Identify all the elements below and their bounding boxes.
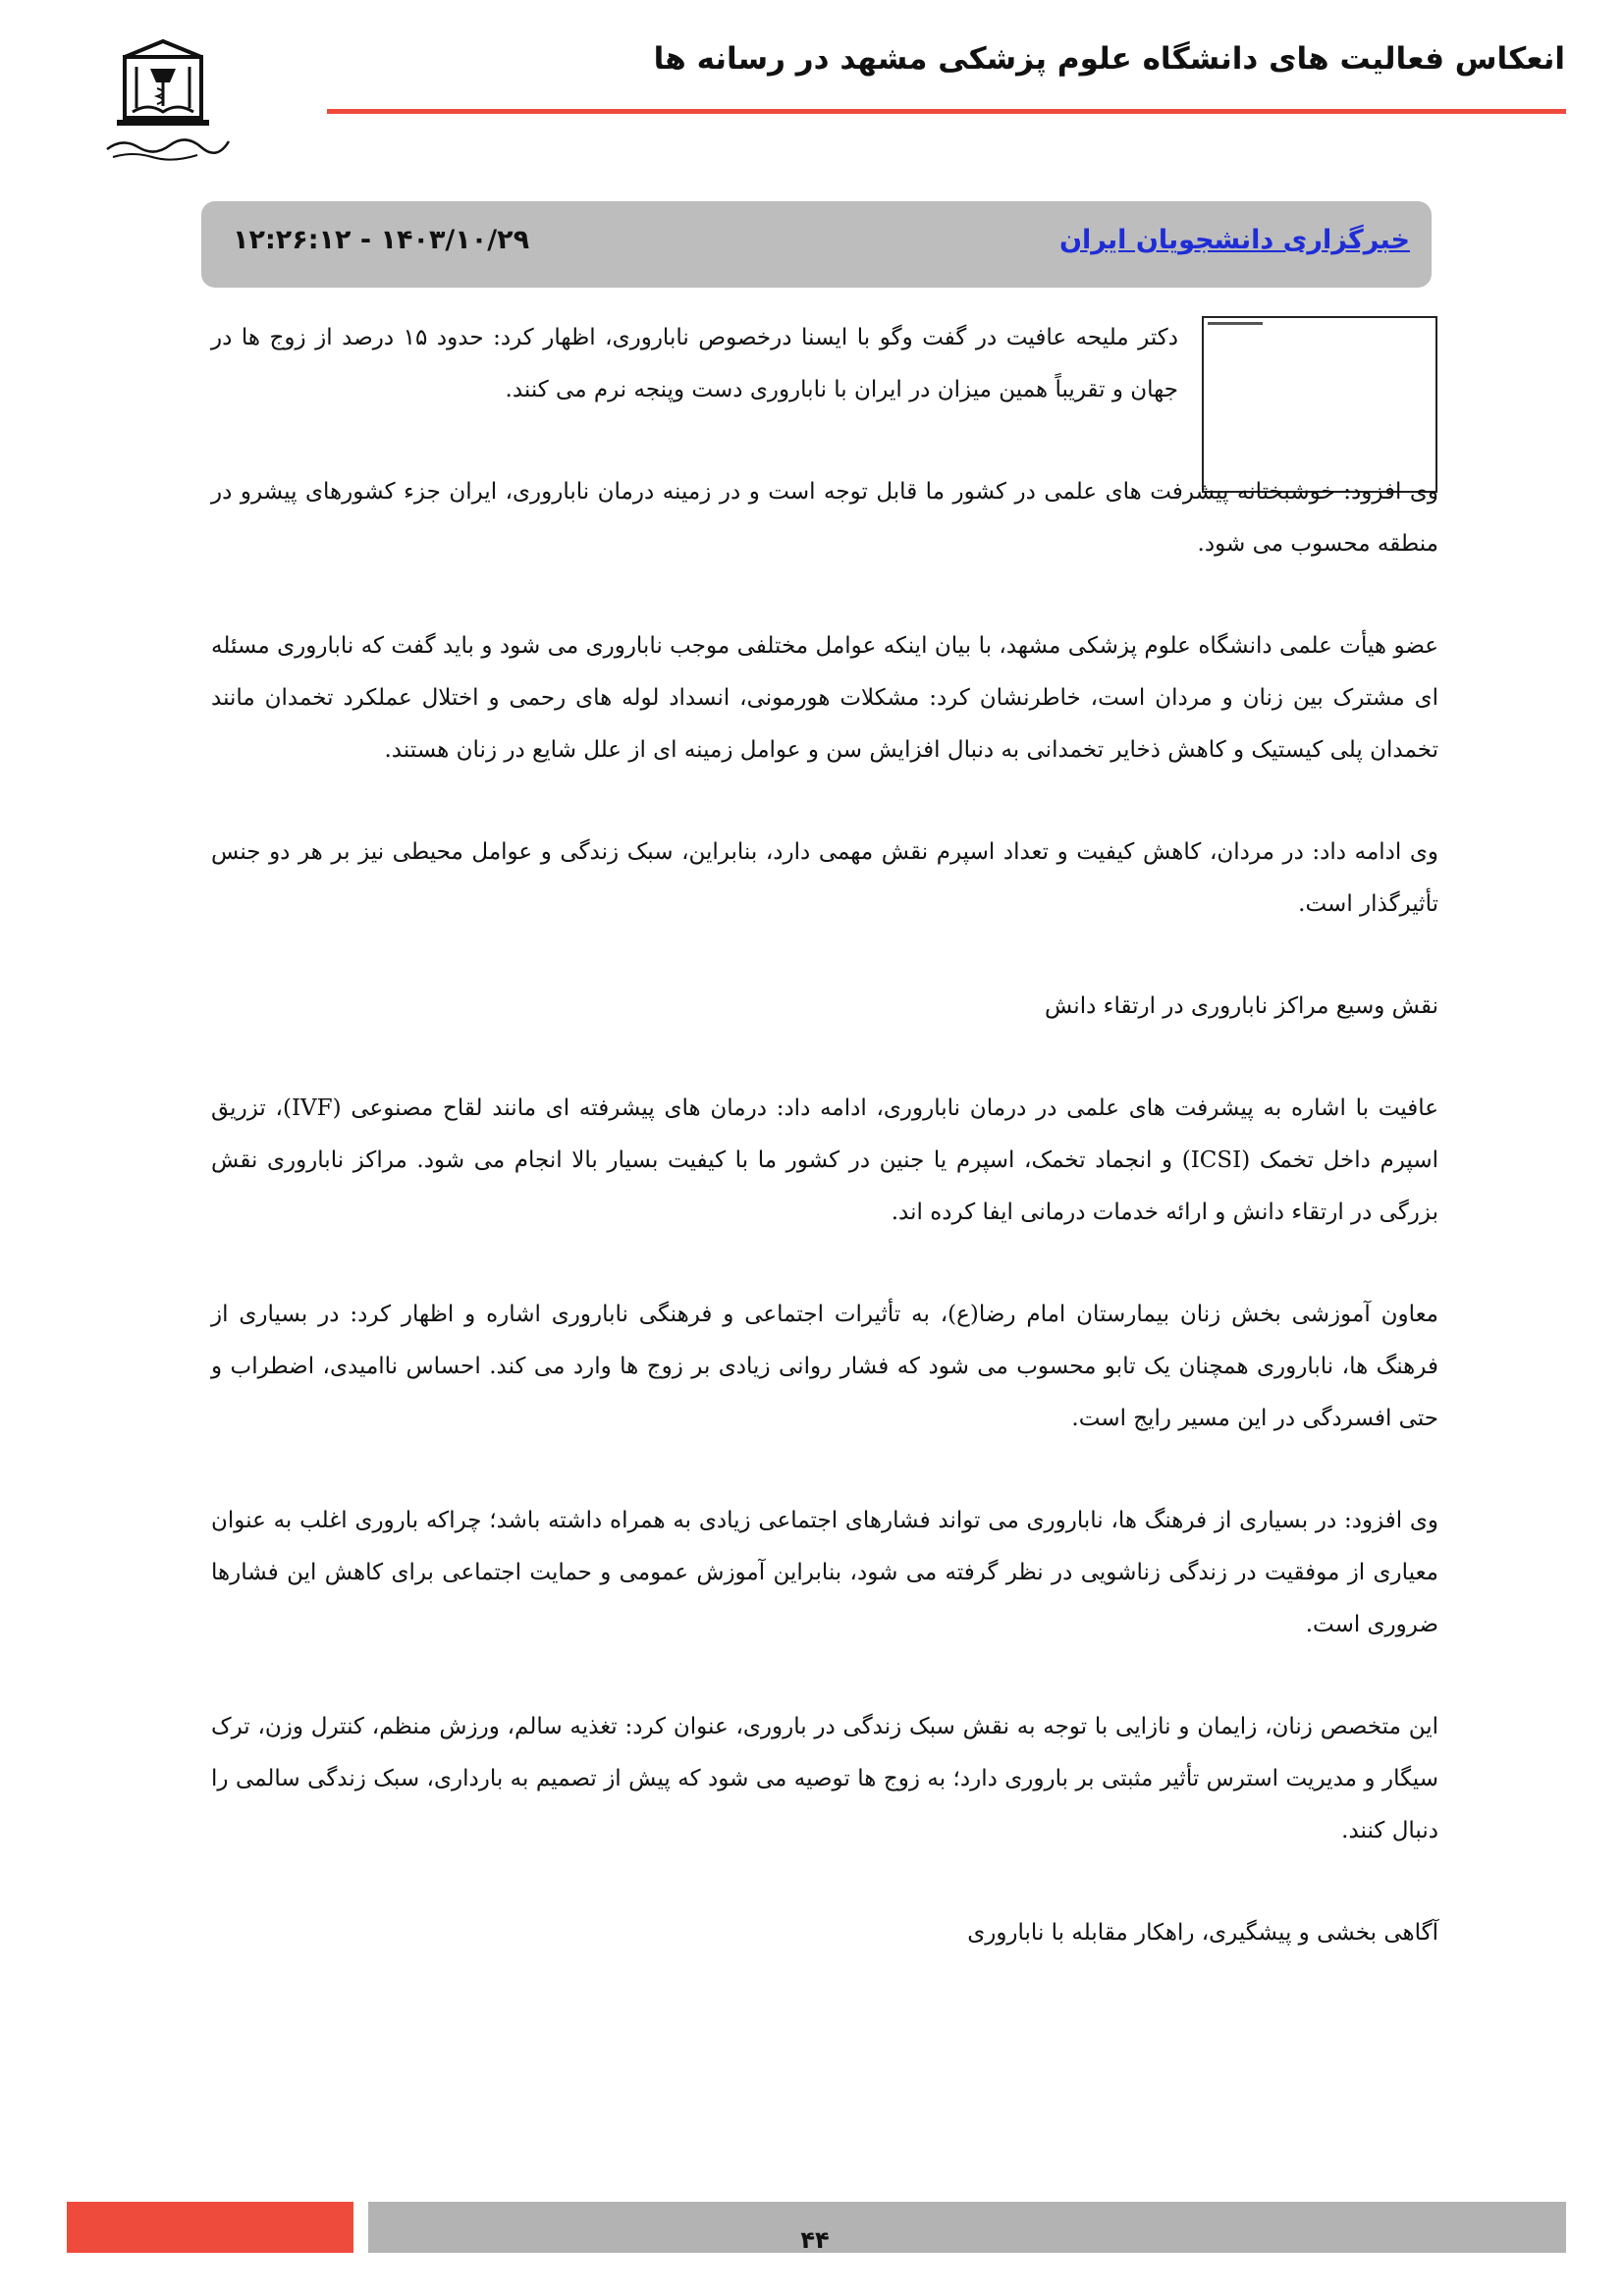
news-datetime: ۱۴۰۳/۱۰/۲۹ - ۱۲:۲۶:۱۲ — [233, 225, 530, 255]
article-subheading: نقش وسیع مراکز ناباروری در ارتقاء دانش — [1044, 993, 1438, 1019]
article-paragraph: عضو هیأت علمی دانشگاه علوم پزشکی مشهد، با بیان اینکه عوامل مختلفی موجب ناباروری می شود و باید گفت که ناباروری مسئله ای مشترک بین زنان و مردان است، خاطرنشان کرد: مشکلات هورمونی، انسداد لوله های رحمی و اختلال عملکرد تخمدان مانند تخمدان پلی کیستیک و کاهش ذخایر تخمدانی به دنبال افزایش سن و عوامل زمینه ای از علل شایع در زنان هستند. — [211, 633, 1438, 763]
news-source-bar — [201, 201, 1432, 288]
article-paragraph: این متخصص زنان، زایمان و نازایی با توجه به نقش سبک زندگی در باروری، عنوان کرد: تغذیه سالم، ورزش منظم، کنترل وزن، ترک سیگار و مدیریت استرس تأثیر مثبتی بر باروری دارد؛ به زوج ها توصیه می شود که پیش از تصمیم به بارداری، سبک زندگی سالمی را دنبال کنند. — [211, 1714, 1438, 1843]
university-logo — [103, 39, 241, 167]
article-paragraph: وی افزود: در بسیاری از فرهنگ ها، ناباروری می تواند فشارهای اجتماعی زیادی به همراه داشته باشد؛ چراکه باروری اغلب به عنوان معیاری از موفقیت در زندگی زناشویی در نظر گرفته می شود، بنابراین آموزش عمومی و حمایت اجتماعی برای کاهش این فشارها ضروری است. — [211, 1508, 1438, 1637]
news-source-link[interactable]: خبرگزاری دانشجویان ایران — [1058, 225, 1410, 255]
article-paragraph: عافیت با اشاره به پیشرفت های علمی در درمان ناباروری، ادامه داد: درمان های پیشرفته ای مانند لقاح مصنوعی (IVF)، تزریق اسپرم داخل تخمک (ICSI) و انجماد تخمک، اسپرم یا جنین در کشور ما با کیفیت بسیار بالا انجام می شود. مراکز ناباروری نقش بزرگی در ارتقاء دانش و ارائه خدمات درمانی ایفا کرده اند. — [211, 1095, 1438, 1225]
article-subheading: آگاهی بخشی و پیشگیری، راهکار مقابله با ناباروری — [967, 1920, 1438, 1946]
article-paragraph: دکتر ملیحه عافیت در گفت وگو با ایسنا درخصوص ناباروری، اظهار کرد: حدود ۱۵ درصد از زوج ها در جهان و تقریباً همین میزان در ایران با ناباروری دست وپنجه نرم می کنند. — [211, 325, 1178, 402]
article-paragraph: وی افزود: خوشبختانه پیشرفت های علمی در کشور ما قابل توجه است و در زمینه درمان ناباروری، ایران جزء کشورهای پیشرو در منطقه محسوب می شود. — [211, 479, 1438, 557]
article-paragraph: معاون آموزشی بخش زنان بیمارستان امام رضا(ع)، به تأثیرات اجتماعی و فرهنگی ناباروری اشاره و اظهار کرد: در بسیاری از فرهنگ ها، ناباروری همچنان یک تابو محسوب می شود که فشار روانی زیادی بر زوج ها وارد می کند. احساس ناامیدی، اضطراب و حتی افسردگی در این مسیر رایج است. — [211, 1302, 1438, 1431]
footer-accent-bar — [67, 2202, 353, 2253]
page-title: انعکاس فعالیت های دانشگاه علوم پزشکی مشهد در رسانه ها — [653, 41, 1565, 77]
footer-bar — [368, 2202, 1566, 2253]
article-body — [211, 312, 1438, 2009]
page-number: ۴۴ — [800, 2226, 830, 2254]
article-paragraph: وی ادامه داد: در مردان، کاهش کیفیت و تعداد اسپرم نقش مهمی دارد، بنابراین، سبک زندگی و عوامل محیطی نیز بر هر دو جنس تأثیرگذار است. — [211, 839, 1438, 917]
header-divider — [327, 109, 1566, 114]
